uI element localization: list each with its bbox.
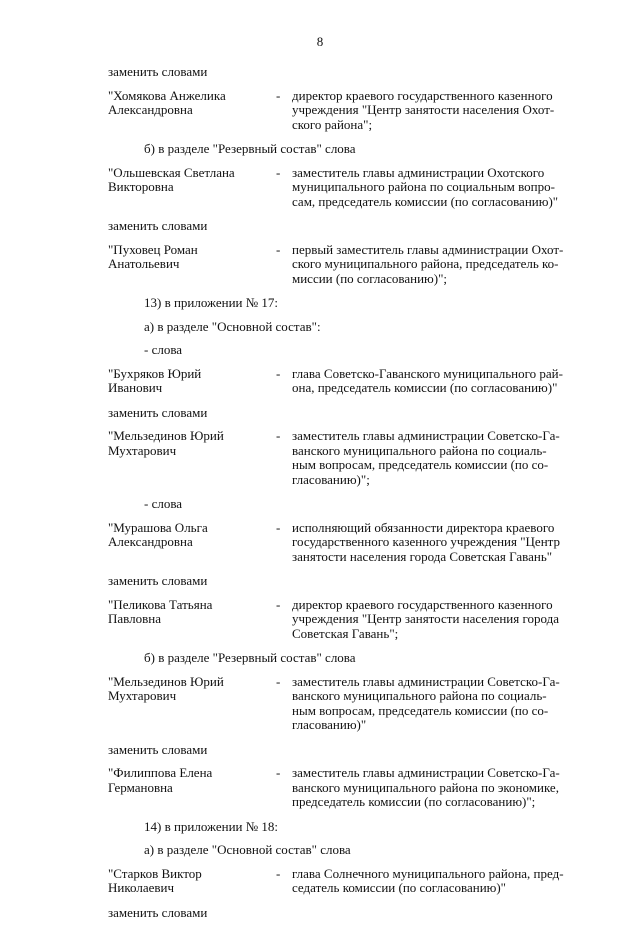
member-name: "Филиппова Елена Германовна: [108, 765, 213, 795]
member-entry: [108, 766, 611, 810]
section-heading: а) в разделе "Основной состав" слова: [144, 842, 351, 857]
section-heading: б) в разделе "Резервный состав" слова: [144, 650, 356, 665]
member-position: директор краевого государственного казенного учреждения "Центр занятости населения Охот- ского района";: [292, 87, 555, 132]
member-name: "Пеликова Татьяна Павловна: [108, 596, 213, 626]
member-name: "Мельзединов Юрий Мухтарович: [108, 673, 224, 703]
entry-dash: -: [276, 241, 281, 257]
member-entry: [108, 429, 611, 487]
entry-dash: -: [276, 164, 281, 180]
member-position: глава Советско-Гаванского муниципального рай- она, председатель комиссии (по согласованию)": [292, 365, 563, 395]
member-entry: [108, 521, 611, 565]
member-entry: [108, 598, 611, 642]
entry-dash: -: [276, 519, 281, 535]
member-entry: [108, 166, 611, 210]
replace-phrase: заменить словами: [108, 573, 208, 588]
member-name: "Бухряков Юрий Иванович: [108, 365, 202, 395]
member-name: "Пуховец Роман Анатольевич: [108, 241, 198, 271]
member-entry: [108, 243, 611, 287]
entry-dash: -: [276, 765, 281, 780]
member-name: "Мельзединов Юрий Мухтарович: [108, 428, 224, 458]
member-entry: [108, 675, 611, 733]
member-entry: [108, 367, 611, 396]
member-position: заместитель главы администрации Советско-Га- ванского муниципального района по социаль- ным вопросам, председатель комиссии (по со- гласованию)": [292, 673, 560, 732]
member-position: исполняющий обязанности директора краевого государственного казенного учреждения "Центр занятости населения города Советская Гавань": [292, 519, 560, 564]
entry-dash: -: [276, 673, 281, 689]
entry-dash: -: [276, 428, 281, 443]
member-name: "Ольшевская Светлана Викторовна: [108, 164, 235, 194]
member-entry: [108, 867, 611, 896]
member-name: "Старков Виктор Николаевич: [108, 865, 202, 895]
section-heading: - слова: [144, 342, 183, 357]
entry-dash: -: [276, 87, 281, 103]
replace-phrase: заменить словами: [108, 904, 208, 920]
section-heading: 13) в приложении № 17:: [144, 295, 279, 310]
section-heading: - слова: [144, 496, 183, 511]
member-position: первый заместитель главы администрации Охот- ского муниципального района, председатель ко- миссии (по согласованию)";: [292, 241, 564, 286]
section-heading: а) в разделе "Основной состав":: [144, 318, 321, 334]
member-position: заместитель главы администрации Советско-Га- ванского муниципального района по экономике, председатель комиссии (по согласованию)";: [292, 765, 560, 809]
replace-phrase: заменить словами: [108, 64, 208, 79]
member-name: "Хомякова Анжелика Александровна: [108, 87, 226, 117]
entry-dash: -: [276, 596, 281, 612]
member-position: заместитель главы администрации Охотского муниципального района по социальным вопро- сам, председатель комиссии (по согласованию)": [292, 164, 559, 209]
document-body: [108, 65, 611, 929]
replace-phrase: заменить словами: [108, 741, 208, 757]
entry-dash: -: [276, 865, 281, 881]
section-heading: 14) в приложении № 18:: [144, 818, 279, 834]
replace-phrase: заменить словами: [108, 404, 208, 420]
member-position: глава Солнечного муниципального района, пред- седатель комиссии (по согласованию)": [292, 865, 564, 895]
page-number: 8: [316, 34, 324, 49]
member-name: "Мурашова Ольга Александровна: [108, 519, 208, 549]
replace-phrase: заменить словами: [108, 218, 208, 233]
member-position: заместитель главы администрации Советско-Га- ванского муниципального района по социаль- ным вопросам, председатель комиссии (по со- гласованию)";: [292, 428, 560, 487]
member-entry: [108, 89, 611, 133]
member-position: директор краевого государственного казенного учреждения "Центр занятости населения города Советская Гавань";: [292, 596, 560, 641]
entry-dash: -: [276, 365, 281, 381]
section-heading: б) в разделе "Резервный состав" слова: [144, 141, 356, 156]
